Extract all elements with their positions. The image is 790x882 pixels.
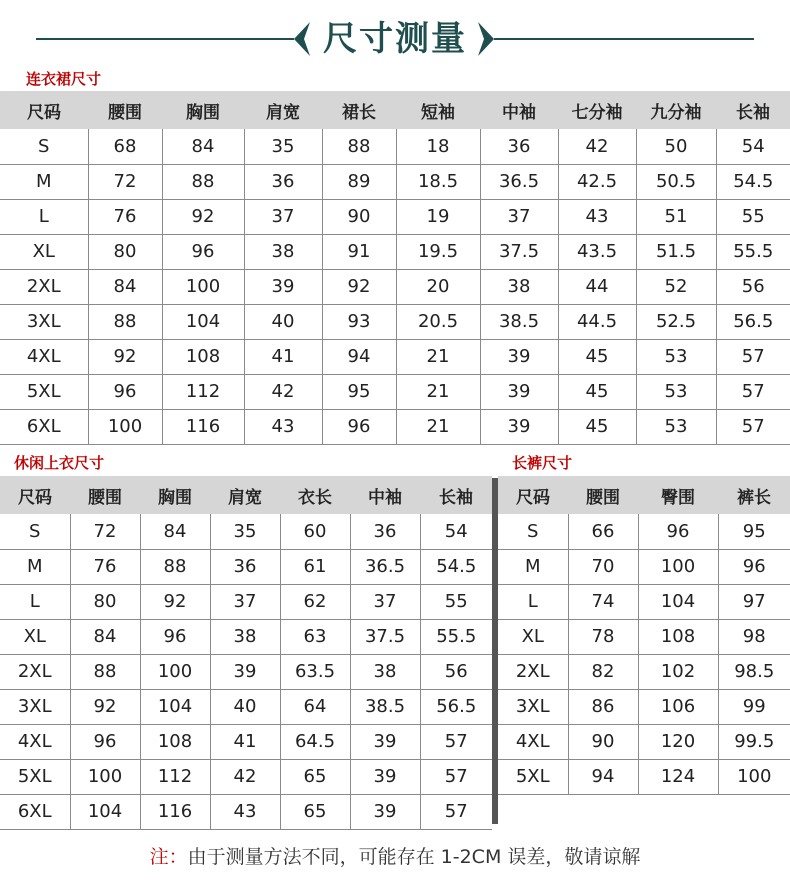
measure-cell: 36 xyxy=(350,514,420,549)
measure-cell: 88 xyxy=(162,164,244,199)
measure-cell: 56 xyxy=(716,269,790,304)
size-cell: M xyxy=(498,549,568,584)
measure-cell: 60 xyxy=(280,514,350,549)
size-cell: 5XL xyxy=(0,374,88,409)
measure-cell: 104 xyxy=(162,304,244,339)
measure-cell: 76 xyxy=(88,199,162,234)
measure-cell: 91 xyxy=(322,234,396,269)
measure-cell: 112 xyxy=(162,374,244,409)
measure-cell: 57 xyxy=(716,339,790,374)
size-cell: 6XL xyxy=(0,409,88,444)
measure-cell: 51 xyxy=(636,199,716,234)
measure-cell: 35 xyxy=(210,514,280,549)
measure-cell: 57 xyxy=(716,374,790,409)
measure-cell: 50.5 xyxy=(636,164,716,199)
size-cell: 5XL xyxy=(498,759,568,794)
table-row xyxy=(0,794,492,829)
measure-cell: 42 xyxy=(244,374,322,409)
table-row xyxy=(498,689,790,724)
size-cell: L xyxy=(0,199,88,234)
chevron-left-icon xyxy=(292,20,310,58)
measure-cell: 39 xyxy=(480,374,558,409)
table-row xyxy=(0,619,492,654)
measure-cell: 90 xyxy=(322,199,396,234)
measure-cell: 37.5 xyxy=(480,234,558,269)
column-header: 肩宽 xyxy=(244,91,322,129)
table-row xyxy=(498,549,790,584)
measure-cell: 89 xyxy=(322,164,396,199)
measure-cell: 20 xyxy=(396,269,480,304)
measure-cell: 92 xyxy=(140,584,210,619)
measure-cell: 37.5 xyxy=(350,619,420,654)
measure-cell: 82 xyxy=(568,654,638,689)
measure-cell: 54.5 xyxy=(420,549,492,584)
column-header: 腰围 xyxy=(88,91,162,129)
measure-cell: 52 xyxy=(636,269,716,304)
size-cell: 3XL xyxy=(0,689,70,724)
top-size-table xyxy=(0,476,492,830)
column-header: 尺码 xyxy=(0,91,88,129)
measure-cell: 63.5 xyxy=(280,654,350,689)
measure-cell: 100 xyxy=(638,549,718,584)
measure-cell: 44 xyxy=(558,269,636,304)
measure-cell: 18 xyxy=(396,129,480,164)
measure-cell: 19 xyxy=(396,199,480,234)
measure-cell: 64.5 xyxy=(280,724,350,759)
measure-cell: 57 xyxy=(420,794,492,829)
measure-cell: 52.5 xyxy=(636,304,716,339)
measure-cell: 37 xyxy=(350,584,420,619)
measure-cell: 41 xyxy=(210,724,280,759)
measure-cell: 99.5 xyxy=(718,724,790,759)
table-row xyxy=(498,514,790,549)
measure-cell: 55.5 xyxy=(420,619,492,654)
measure-cell: 80 xyxy=(70,584,140,619)
measure-cell: 18.5 xyxy=(396,164,480,199)
measure-cell: 35 xyxy=(244,129,322,164)
size-cell: 3XL xyxy=(0,304,88,339)
measure-cell: 38 xyxy=(350,654,420,689)
measure-cell: 104 xyxy=(140,689,210,724)
column-header: 九分袖 xyxy=(636,91,716,129)
measure-cell: 36 xyxy=(244,164,322,199)
note-label: 注： xyxy=(149,846,188,868)
measure-cell: 94 xyxy=(568,759,638,794)
measure-cell: 86 xyxy=(568,689,638,724)
measure-cell: 38 xyxy=(244,234,322,269)
size-cell: 2XL xyxy=(498,654,568,689)
measure-cell: 36.5 xyxy=(480,164,558,199)
measure-cell: 72 xyxy=(70,514,140,549)
measure-cell: 100 xyxy=(140,654,210,689)
measure-cell: 39 xyxy=(480,339,558,374)
measure-cell: 65 xyxy=(280,759,350,794)
measure-cell: 84 xyxy=(140,514,210,549)
table-header-row xyxy=(498,476,790,514)
measure-cell: 100 xyxy=(88,409,162,444)
table-row xyxy=(0,304,790,339)
measure-cell: 66 xyxy=(568,514,638,549)
measure-cell: 94 xyxy=(322,339,396,374)
measure-cell: 104 xyxy=(70,794,140,829)
measure-cell: 42 xyxy=(558,129,636,164)
table-row xyxy=(498,724,790,759)
size-cell: XL xyxy=(0,619,70,654)
measure-cell: 57 xyxy=(716,409,790,444)
header-line-right xyxy=(494,38,754,40)
measure-cell: 96 xyxy=(70,724,140,759)
measure-cell: 95 xyxy=(718,514,790,549)
column-header: 尺码 xyxy=(0,476,70,514)
measure-cell: 108 xyxy=(140,724,210,759)
measure-cell: 39 xyxy=(350,794,420,829)
size-cell: 4XL xyxy=(0,724,70,759)
measure-cell: 43 xyxy=(244,409,322,444)
column-header: 七分袖 xyxy=(558,91,636,129)
measure-cell: 54 xyxy=(420,514,492,549)
measure-cell: 53 xyxy=(636,374,716,409)
size-cell: 4XL xyxy=(0,339,88,374)
table-row xyxy=(0,724,492,759)
measure-cell: 39 xyxy=(350,759,420,794)
size-cell: 5XL xyxy=(0,759,70,794)
column-header: 腰围 xyxy=(568,476,638,514)
measure-cell: 55.5 xyxy=(716,234,790,269)
measure-cell: 98.5 xyxy=(718,654,790,689)
header-line-left xyxy=(36,38,294,40)
measure-cell: 88 xyxy=(88,304,162,339)
measure-cell: 72 xyxy=(88,164,162,199)
table-row xyxy=(498,654,790,689)
size-cell: L xyxy=(498,584,568,619)
measure-cell: 98 xyxy=(718,619,790,654)
measure-cell: 37 xyxy=(244,199,322,234)
measure-cell: 100 xyxy=(162,269,244,304)
measure-cell: 43.5 xyxy=(558,234,636,269)
measure-cell: 57 xyxy=(420,759,492,794)
table-row xyxy=(0,514,492,549)
measure-cell: 112 xyxy=(140,759,210,794)
measure-cell: 38.5 xyxy=(350,689,420,724)
measure-cell: 62 xyxy=(280,584,350,619)
measure-cell: 36 xyxy=(480,129,558,164)
measure-cell: 96 xyxy=(140,619,210,654)
measure-cell: 21 xyxy=(396,374,480,409)
page-title: 尺寸测量 xyxy=(323,19,467,59)
measure-cell: 116 xyxy=(162,409,244,444)
measure-cell: 92 xyxy=(162,199,244,234)
size-cell: 2XL xyxy=(0,269,88,304)
measure-cell: 92 xyxy=(70,689,140,724)
pants-size-table xyxy=(498,476,790,795)
column-header: 裙长 xyxy=(322,91,396,129)
measure-cell: 100 xyxy=(70,759,140,794)
size-cell: XL xyxy=(0,234,88,269)
size-cell: S xyxy=(0,514,70,549)
size-cell: M xyxy=(0,549,70,584)
column-header: 尺码 xyxy=(498,476,568,514)
measure-cell: 74 xyxy=(568,584,638,619)
pants-size-label: 长裤尺寸 xyxy=(512,454,573,472)
column-header: 胸围 xyxy=(162,91,244,129)
measure-cell: 61 xyxy=(280,549,350,584)
table-row xyxy=(0,234,790,269)
measure-cell: 97 xyxy=(718,584,790,619)
measure-cell: 100 xyxy=(718,759,790,794)
size-cell: 6XL xyxy=(0,794,70,829)
column-header: 中袖 xyxy=(480,91,558,129)
table-row xyxy=(0,199,790,234)
measure-cell: 63 xyxy=(280,619,350,654)
measure-cell: 39 xyxy=(244,269,322,304)
measure-cell: 39 xyxy=(350,724,420,759)
table-row xyxy=(0,164,790,199)
measure-cell: 37 xyxy=(480,199,558,234)
measure-cell: 92 xyxy=(322,269,396,304)
measure-cell: 56.5 xyxy=(420,689,492,724)
measure-cell: 38 xyxy=(210,619,280,654)
table-row xyxy=(498,584,790,619)
measure-cell: 84 xyxy=(162,129,244,164)
measure-cell: 88 xyxy=(70,654,140,689)
measure-cell: 36 xyxy=(210,549,280,584)
measure-cell: 88 xyxy=(140,549,210,584)
measure-cell: 21 xyxy=(396,339,480,374)
table-row xyxy=(0,269,790,304)
measure-cell: 65 xyxy=(280,794,350,829)
table-row xyxy=(498,619,790,654)
column-header: 胸围 xyxy=(140,476,210,514)
measure-cell: 102 xyxy=(638,654,718,689)
measure-cell: 55 xyxy=(420,584,492,619)
measure-cell: 42 xyxy=(210,759,280,794)
measure-cell: 54.5 xyxy=(716,164,790,199)
measure-cell: 54 xyxy=(716,129,790,164)
size-cell: XL xyxy=(498,619,568,654)
measure-cell: 116 xyxy=(140,794,210,829)
measure-cell: 56.5 xyxy=(716,304,790,339)
measure-cell: 41 xyxy=(244,339,322,374)
measure-cell: 108 xyxy=(638,619,718,654)
measure-cell: 20.5 xyxy=(396,304,480,339)
column-header: 裤长 xyxy=(718,476,790,514)
column-header: 长袖 xyxy=(716,91,790,129)
size-cell: 4XL xyxy=(498,724,568,759)
measure-cell: 42.5 xyxy=(558,164,636,199)
measure-cell: 120 xyxy=(638,724,718,759)
measure-cell: 95 xyxy=(322,374,396,409)
measure-cell: 57 xyxy=(420,724,492,759)
page-header xyxy=(0,0,790,80)
measure-cell: 96 xyxy=(162,234,244,269)
note-text: 由于测量方法不同，可能存在 1-2CM 误差，敬请谅解 xyxy=(187,846,641,868)
measure-cell: 56 xyxy=(420,654,492,689)
footer-note xyxy=(0,842,790,869)
column-header: 中袖 xyxy=(350,476,420,514)
measure-cell: 43 xyxy=(558,199,636,234)
measure-cell: 39 xyxy=(210,654,280,689)
column-header: 臀围 xyxy=(638,476,718,514)
column-header: 长袖 xyxy=(420,476,492,514)
table-row xyxy=(0,129,790,164)
table-row xyxy=(0,339,790,374)
size-cell: M xyxy=(0,164,88,199)
measure-cell: 78 xyxy=(568,619,638,654)
measure-cell: 70 xyxy=(568,549,638,584)
column-header: 衣长 xyxy=(280,476,350,514)
measure-cell: 19.5 xyxy=(396,234,480,269)
measure-cell: 45 xyxy=(558,339,636,374)
column-header: 短袖 xyxy=(396,91,480,129)
top-size-label: 休闲上衣尺寸 xyxy=(14,454,105,472)
measure-cell: 55 xyxy=(716,199,790,234)
table-row xyxy=(0,409,790,444)
size-cell: L xyxy=(0,584,70,619)
measure-cell: 92 xyxy=(88,339,162,374)
dress-size-label: 连衣裙尺寸 xyxy=(26,70,102,88)
measure-cell: 108 xyxy=(162,339,244,374)
table-row xyxy=(0,374,790,409)
measure-cell: 40 xyxy=(244,304,322,339)
measure-cell: 68 xyxy=(88,129,162,164)
measure-cell: 21 xyxy=(396,409,480,444)
measure-cell: 37 xyxy=(210,584,280,619)
measure-cell: 50 xyxy=(636,129,716,164)
table-row xyxy=(498,759,790,794)
measure-cell: 39 xyxy=(480,409,558,444)
column-header: 腰围 xyxy=(70,476,140,514)
measure-cell: 93 xyxy=(322,304,396,339)
table-header-row xyxy=(0,476,492,514)
table-row xyxy=(0,654,492,689)
table-header-row xyxy=(0,91,790,129)
column-header: 肩宽 xyxy=(210,476,280,514)
measure-cell: 99 xyxy=(718,689,790,724)
table-row xyxy=(0,689,492,724)
measure-cell: 84 xyxy=(88,269,162,304)
measure-cell: 76 xyxy=(70,549,140,584)
size-cell: S xyxy=(498,514,568,549)
measure-cell: 45 xyxy=(558,374,636,409)
measure-cell: 96 xyxy=(638,514,718,549)
measure-cell: 43 xyxy=(210,794,280,829)
measure-cell: 53 xyxy=(636,339,716,374)
measure-cell: 53 xyxy=(636,409,716,444)
measure-cell: 45 xyxy=(558,409,636,444)
measure-cell: 96 xyxy=(718,549,790,584)
table-row xyxy=(0,549,492,584)
size-cell: 2XL xyxy=(0,654,70,689)
table-row xyxy=(0,584,492,619)
measure-cell: 40 xyxy=(210,689,280,724)
measure-cell: 90 xyxy=(568,724,638,759)
measure-cell: 64 xyxy=(280,689,350,724)
measure-cell: 80 xyxy=(88,234,162,269)
measure-cell: 84 xyxy=(70,619,140,654)
measure-cell: 38.5 xyxy=(480,304,558,339)
table-row xyxy=(0,759,492,794)
measure-cell: 96 xyxy=(322,409,396,444)
measure-cell: 44.5 xyxy=(558,304,636,339)
measure-cell: 124 xyxy=(638,759,718,794)
measure-cell: 106 xyxy=(638,689,718,724)
dress-size-table xyxy=(0,91,790,445)
measure-cell: 51.5 xyxy=(636,234,716,269)
size-cell: 3XL xyxy=(498,689,568,724)
measure-cell: 96 xyxy=(88,374,162,409)
size-cell: S xyxy=(0,129,88,164)
measure-cell: 88 xyxy=(322,129,396,164)
measure-cell: 38 xyxy=(480,269,558,304)
measure-cell: 36.5 xyxy=(350,549,420,584)
measure-cell: 104 xyxy=(638,584,718,619)
